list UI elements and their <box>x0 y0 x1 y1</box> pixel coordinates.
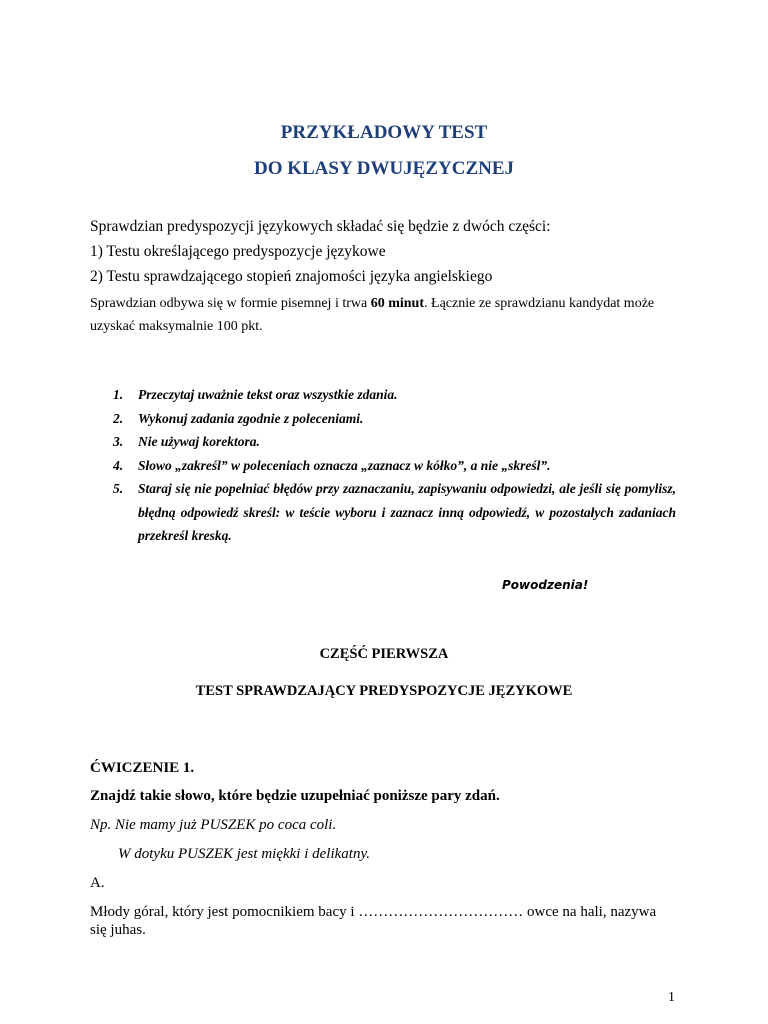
exercise-example-2: W dotyku PUSZEK jest miękki i delikatny. <box>118 846 371 862</box>
rule-item <box>113 407 676 431</box>
rule-text: Przeczytaj uważnie tekst oraz wszystkie zdania. <box>138 387 398 402</box>
section-part-heading: CZĘŚĆ PIERWSZA <box>319 646 449 662</box>
rules-list <box>113 383 676 548</box>
rule-item <box>113 477 676 548</box>
intro-line-2: 1) Testu określającego predyspozycje językowe <box>90 243 386 260</box>
page-number: 1 <box>668 990 675 1005</box>
rule-number: 2. <box>113 410 124 426</box>
document-title-line1: PRZYKŁADOWY TEST <box>280 122 488 143</box>
rule-text: Wykonuj zadania zgodnie z poleceniami. <box>138 410 364 426</box>
intro-line-4-after: . Łącznie ze sprawdzianu kandydat może uzyskać maksymalnie 100 pkt. <box>90 296 655 334</box>
exercise-instruction: Znajdź takie słowo, które będzie uzupełniać poniższe pary zdań. <box>90 788 500 804</box>
intro-line-4-before: Sprawdzian odbywa się w formie pisemnej i trwa <box>90 296 371 311</box>
exercise-title: ĆWICZENIE 1. <box>90 760 195 776</box>
intro-line-1: Sprawdzian predyspozycji językowych składać się będzie z dwóch części: <box>90 218 551 235</box>
intro-line-3: 2) Testu sprawdzającego stopień znajomości języka angielskiego <box>90 268 493 285</box>
rule-item <box>113 430 676 454</box>
exercise-item-text: Młody góral, który jest pomocnikiem bacy i …………………………… owce na hali, nazywa się juhas. <box>90 904 657 938</box>
section-test-title: TEST SPRAWDZAJĄCY PREDYSPOZYCJE JĘZYKOWE <box>195 683 573 699</box>
closing-wish: Powodzenia! <box>502 578 589 592</box>
exercise-example-1: Np. Nie mamy już PUSZEK po coca coli. <box>90 817 337 833</box>
intro-line-4 <box>90 292 690 338</box>
rule-number: 4. <box>113 457 124 473</box>
rule-text: Staraj się nie popełniać błędów przy zaznaczaniu, zapisywaniu odpowiedzi, ale jeśli się pomylisz, błędną odpowiedź skreśl: w teście wyboru i zaznacz inną odpowiedź, w pozostałych zadaniach przekreśl kreską. <box>138 481 676 543</box>
rule-number: 3. <box>113 434 124 449</box>
rule-text: Nie używaj korektora. <box>138 434 260 449</box>
exercise-item-label: A. <box>90 875 105 891</box>
rule-item <box>113 454 676 478</box>
rule-number: 1. <box>113 387 124 402</box>
rule-text: Słowo „zakreśl” w poleceniach oznacza „zaznacz w kółko”, a nie „skreśl”. <box>138 457 551 473</box>
rule-number: 5. <box>113 481 124 496</box>
intro-duration: 60 minut <box>370 296 425 311</box>
document-title-line2: DO KLASY DWUJĘZYCZNEJ <box>253 158 515 179</box>
rule-item <box>113 383 676 407</box>
